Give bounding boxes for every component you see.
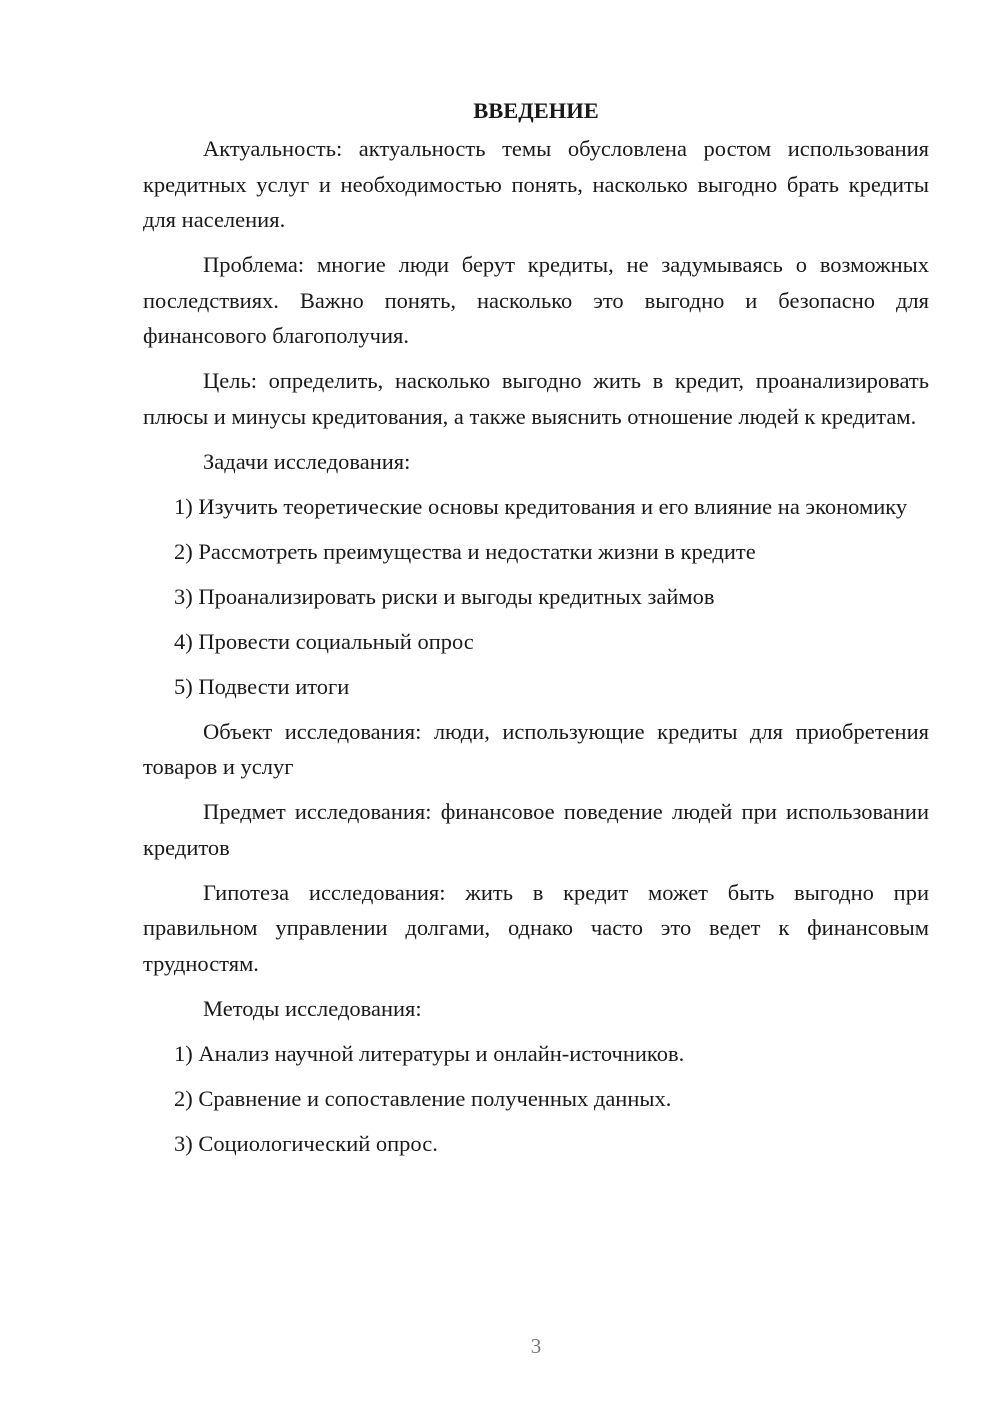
task-item-3: 3) Проанализировать риски и выгоды кредитных займов: [174, 583, 715, 609]
problem-paragraph: Проблема: многие люди берут кредиты, не задумываясь о возможных последствиях. Важно понять, насколько это выгодно и безопасно для финансового благополучия.: [143, 252, 929, 348]
section-title: ВВЕДЕНИЕ: [473, 98, 599, 123]
task-item-4: 4) Провести социальный опрос: [174, 628, 474, 654]
method-item-3: 3) Социологический опрос.: [174, 1130, 438, 1156]
task-item-2: 2) Рассмотреть преимущества и недостатки жизни в кредите: [174, 538, 756, 564]
methods-heading: Методы исследования:: [203, 995, 422, 1021]
method-item-1: 1) Анализ научной литературы и онлайн-источников.: [174, 1040, 685, 1066]
page-content: [143, 93, 929, 1171]
task-item-1: 1) Изучить теоретические основы кредитования и его влияние на экономику: [174, 493, 908, 519]
hypothesis-paragraph: Гипотеза исследования: жить в кредит может быть выгодно при правильном управлении долгами, однако часто это ведет к финансовым трудностям.: [143, 879, 929, 976]
object-paragraph: Объект исследования: люди, использующие кредиты для приобретения товаров и услуг: [143, 718, 929, 779]
page-number: 3: [530, 1334, 542, 1358]
task-item-5: 5) Подвести итоги: [174, 673, 350, 699]
goal-paragraph: Цель: определить, насколько выгодно жить в кредит, проанализировать плюсы и минусы кредитования, а также выяснить отношение людей к кредитам.: [143, 368, 929, 429]
subject-paragraph: Предмет исследования: финансовое поведение людей при использовании кредитов: [143, 799, 929, 860]
tasks-heading: Задачи исследования:: [203, 448, 411, 474]
method-item-2: 2) Сравнение и сопоставление полученных данных.: [174, 1085, 672, 1111]
relevance-paragraph: Актуальность: актуальность темы обусловлена ростом использования кредитных услуг и необходимостью понять, насколько выгодно брать кредиты для населения.: [143, 136, 929, 232]
